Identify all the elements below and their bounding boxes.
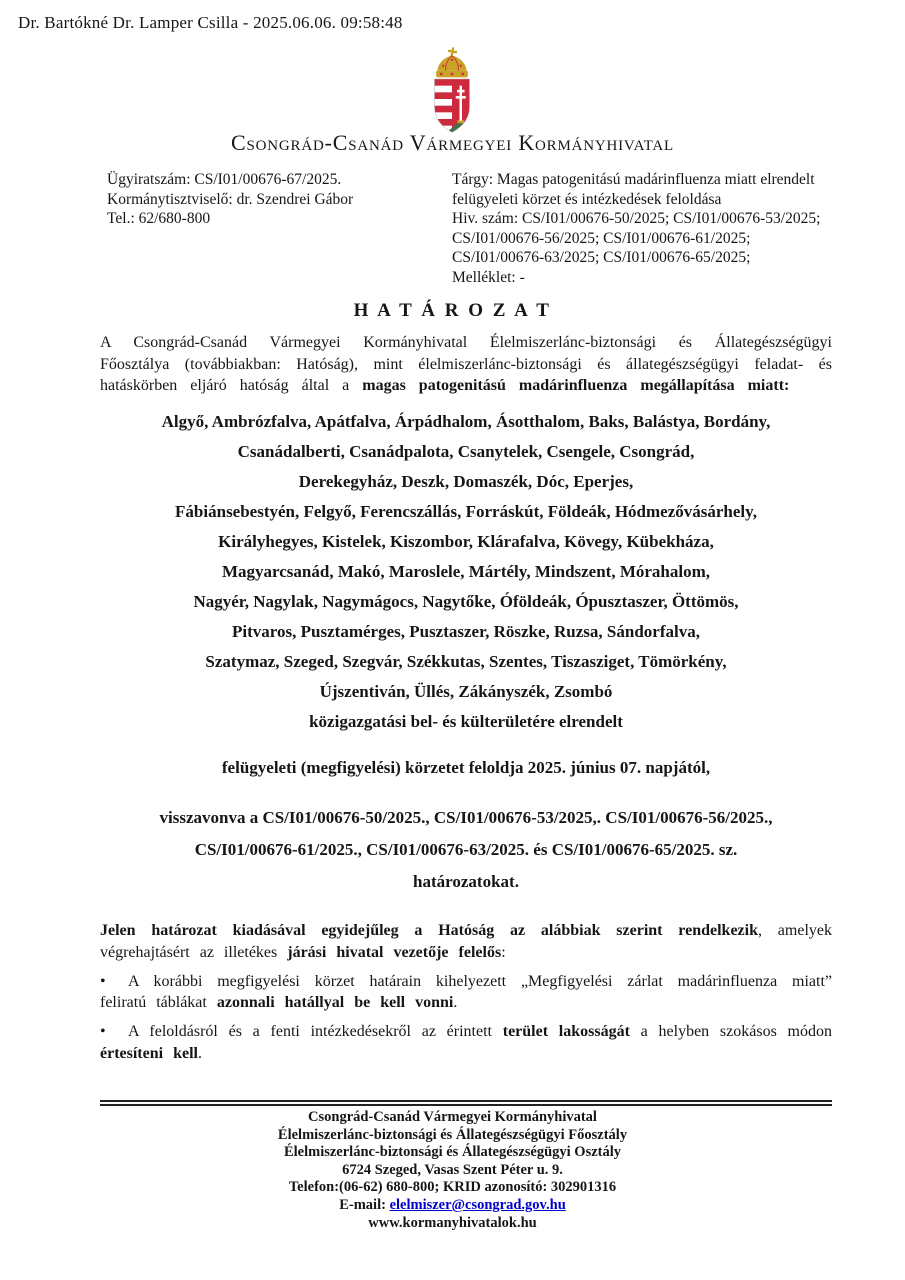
intro-paragraph: A Csongrád-Csanád Vármegyei Kormányhivatal Élelmiszerlánc-biztonsági és Állategészségügyi Főosztálya (továbbiakban: Hatóság), mint élelmiszerlánc-biztonsági és állategészségügyi feladat- és hatáskörben eljáró hatóság által a magas patogenitású madárinfluenza megállapítása miatt:: [100, 334, 832, 395]
bullet-item-signs: [100, 971, 832, 1014]
revocation-statement: visszavonva a CS/I01/00676-50/2025., CS/I01/00676-53/2025,. CS/I01/00676-56/2025., CS/I01/00676-61/2025., CS/I01/00676-63/2025. és CS/I01/00676-65/2025. sz. határozatokat.: [159, 808, 773, 892]
footer-block: [0, 1109, 905, 1232]
bullet-icon: •: [100, 1022, 106, 1040]
email-label: E-mail:: [339, 1196, 390, 1213]
bullet-item-notify-text: A feloldásról és a fenti intézkedésekről az érintett terület lakosságát a helyben szokásos módon értesíteni kell.: [100, 1022, 833, 1062]
footer-email-line: [0, 1197, 905, 1215]
release-statement: felügyeleti (megfigyelési) körzetet feloldja 2025. június 07. napjától,: [221, 758, 711, 778]
decision-title: H A T Á R O Z A T: [353, 300, 552, 321]
bullet-icon: •: [100, 972, 106, 990]
reference-block-right: Tárgy: Magas patogenitású madárinfluenza miatt elrendelt felügyeleti körzet és intézkedések feloldása Hiv. szám: CS/I01/00676-50/2025; CS/I01/00676-53/2025; CS/I01/00676-56/2025; CS/I01/00676-61/2025; CS/I01/00676-63/2025; CS/I01/00676-65/2025; Melléklet: -: [452, 171, 821, 286]
municipality-list: Algyő, Ambrózfalva, Apátfalva, Árpádhalom, Ásotthalom, Baks, Balástya, Bordány, Csanádalberti, Csanádpalota, Csanytelek, Csengele, Csongrád, Derekegyház, Deszk, Domaszék, Dóc, Eperjes, Fábiánsebestyén, Felgyő, Ferencszállás, Forráskút, Földeák, Hódmezővásárhely, Királyhegyes, Kistelek, Kiszombor, Klárafalva, Kövegy, Kübekháza, Magyarcsanád, Makó, Maroslele, Mártély, Mindszent, Mórahalom, Nagyér, Nagylak, Nagymágocs, Nagytőke, Óföldeák, Ópusztaszer, Öttömös, Pitvaros, Pusztamérges, Pusztaszer, Röszke, Ruzsa, Sándorfalva, Szatymaz, Szeged, Szegvár, Székkutas, Szentes, Tiszasziget, Tömörkény, Újszentiván, Üllés, Zákányszék, Zsombó közigazgatási bel- és külterületére elrendelt: [161, 412, 771, 732]
footer-divider: [100, 1100, 832, 1106]
document-body: [100, 332, 832, 1064]
hungary-coat-of-arms-icon: [427, 46, 477, 142]
directive-paragraph: Jelen határozat kiadásával egyidejűleg a Hatóság az alábbiak szerint rendelkezik, amelyek végrehajtásért az illetékes járási hivatal vezetője felelős:: [100, 922, 833, 961]
signature-stamp: Dr. Bartókné Dr. Lamper Csilla - 2025.06.06. 09:58:48: [18, 13, 403, 32]
email-link[interactable]: elelmiszer@csongrad.gov.hu: [389, 1196, 566, 1213]
footer-address-lines: Csongrád-Csanád Vármegyei Kormányhivatal Élelmiszerlánc-biztonsági és Állategészségügyi Főosztály Élelmiszerlánc-biztonsági és Állategészségügyi Osztály 6724 Szeged, Vasas Szent Péter u. 9. Telefon:(06-62) 680-800; KRID azonosító: 302901316: [277, 1109, 628, 1196]
footer-website: www.kormanyhivatalok.hu: [368, 1214, 537, 1231]
bullet-item-notify: [100, 1021, 832, 1064]
office-name-header: Csongrád-Csanád Vármegyei Kormányhivatal: [231, 130, 674, 155]
reference-block-left: Ügyiratszám: CS/I01/00676-67/2025. Kormánytisztviselő: dr. Szendrei Gábor Tel.: 62/680-800: [107, 171, 354, 227]
bullet-item-signs-text: A korábbi megfigyelési körzet határain kihelyezett „Megfigyelési zárlat madárinfluenza miatt” feliratú táblákat azonnali hatállyal be kell vonni.: [100, 972, 832, 1012]
